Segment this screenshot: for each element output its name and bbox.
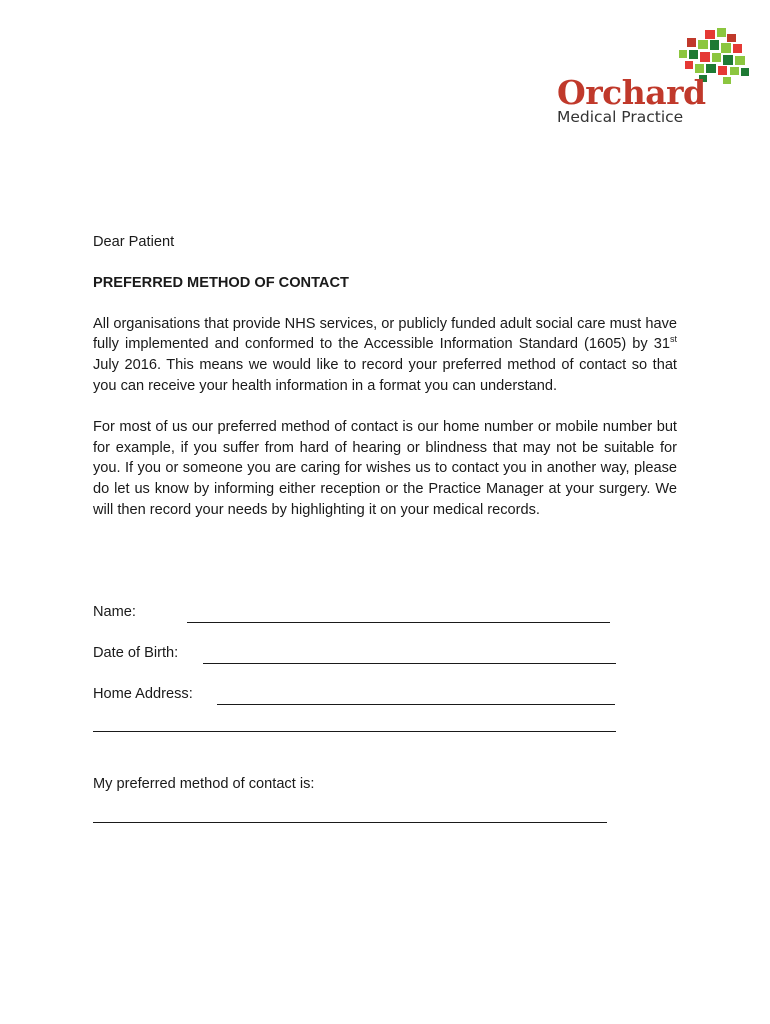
paragraph-text-end: July 2016. This means we would like to record your preferred method of contact so that you can receive your health information in a format you can understand. bbox=[93, 357, 677, 394]
dob-label: Date of Birth: bbox=[93, 645, 179, 662]
ordinal-suffix: st bbox=[669, 334, 677, 345]
name-label: Name: bbox=[93, 604, 136, 621]
name-row bbox=[93, 602, 693, 623]
paragraph-accessible-information bbox=[93, 314, 677, 397]
contact-form bbox=[93, 602, 693, 823]
logo-name: Orchard bbox=[557, 73, 706, 112]
logo-subtitle: Medical Practice bbox=[557, 108, 684, 126]
address-row bbox=[93, 684, 693, 705]
contact-method-label: My preferred method of contact is: bbox=[93, 776, 315, 793]
dob-field-line[interactable] bbox=[203, 648, 616, 664]
letter-body bbox=[93, 232, 677, 541]
practice-logo bbox=[555, 28, 750, 132]
name-field-line[interactable] bbox=[187, 607, 610, 623]
dob-row bbox=[93, 643, 693, 664]
paragraph-text-start: All organisations that provide NHS services, or publicly funded adult social care must have fully implemented and conformed to the Accessible Information Standard (1605) by 31 bbox=[93, 315, 677, 353]
letter-heading: PREFERRED METHOD OF CONTACT bbox=[93, 274, 349, 291]
address-second-line[interactable] bbox=[93, 730, 616, 732]
contact-method-field-line[interactable] bbox=[93, 821, 607, 823]
address-field-line[interactable] bbox=[217, 689, 615, 705]
paragraph-preferred-contact: For most of us our preferred method of contact is our home number or mobile number but for example, if you suffer from hard of hearing or blindness that may not be suitable for you. If you or someone you are caring for wishes us to contact you in another way, please do let us know by informing either reception or the Practice Manager at your surgery. We will then record your needs by highlighting it on your medical records. bbox=[93, 418, 677, 518]
greeting: Dear Patient bbox=[93, 234, 175, 250]
address-label: Home Address: bbox=[93, 686, 193, 703]
contact-method-row bbox=[93, 774, 693, 795]
